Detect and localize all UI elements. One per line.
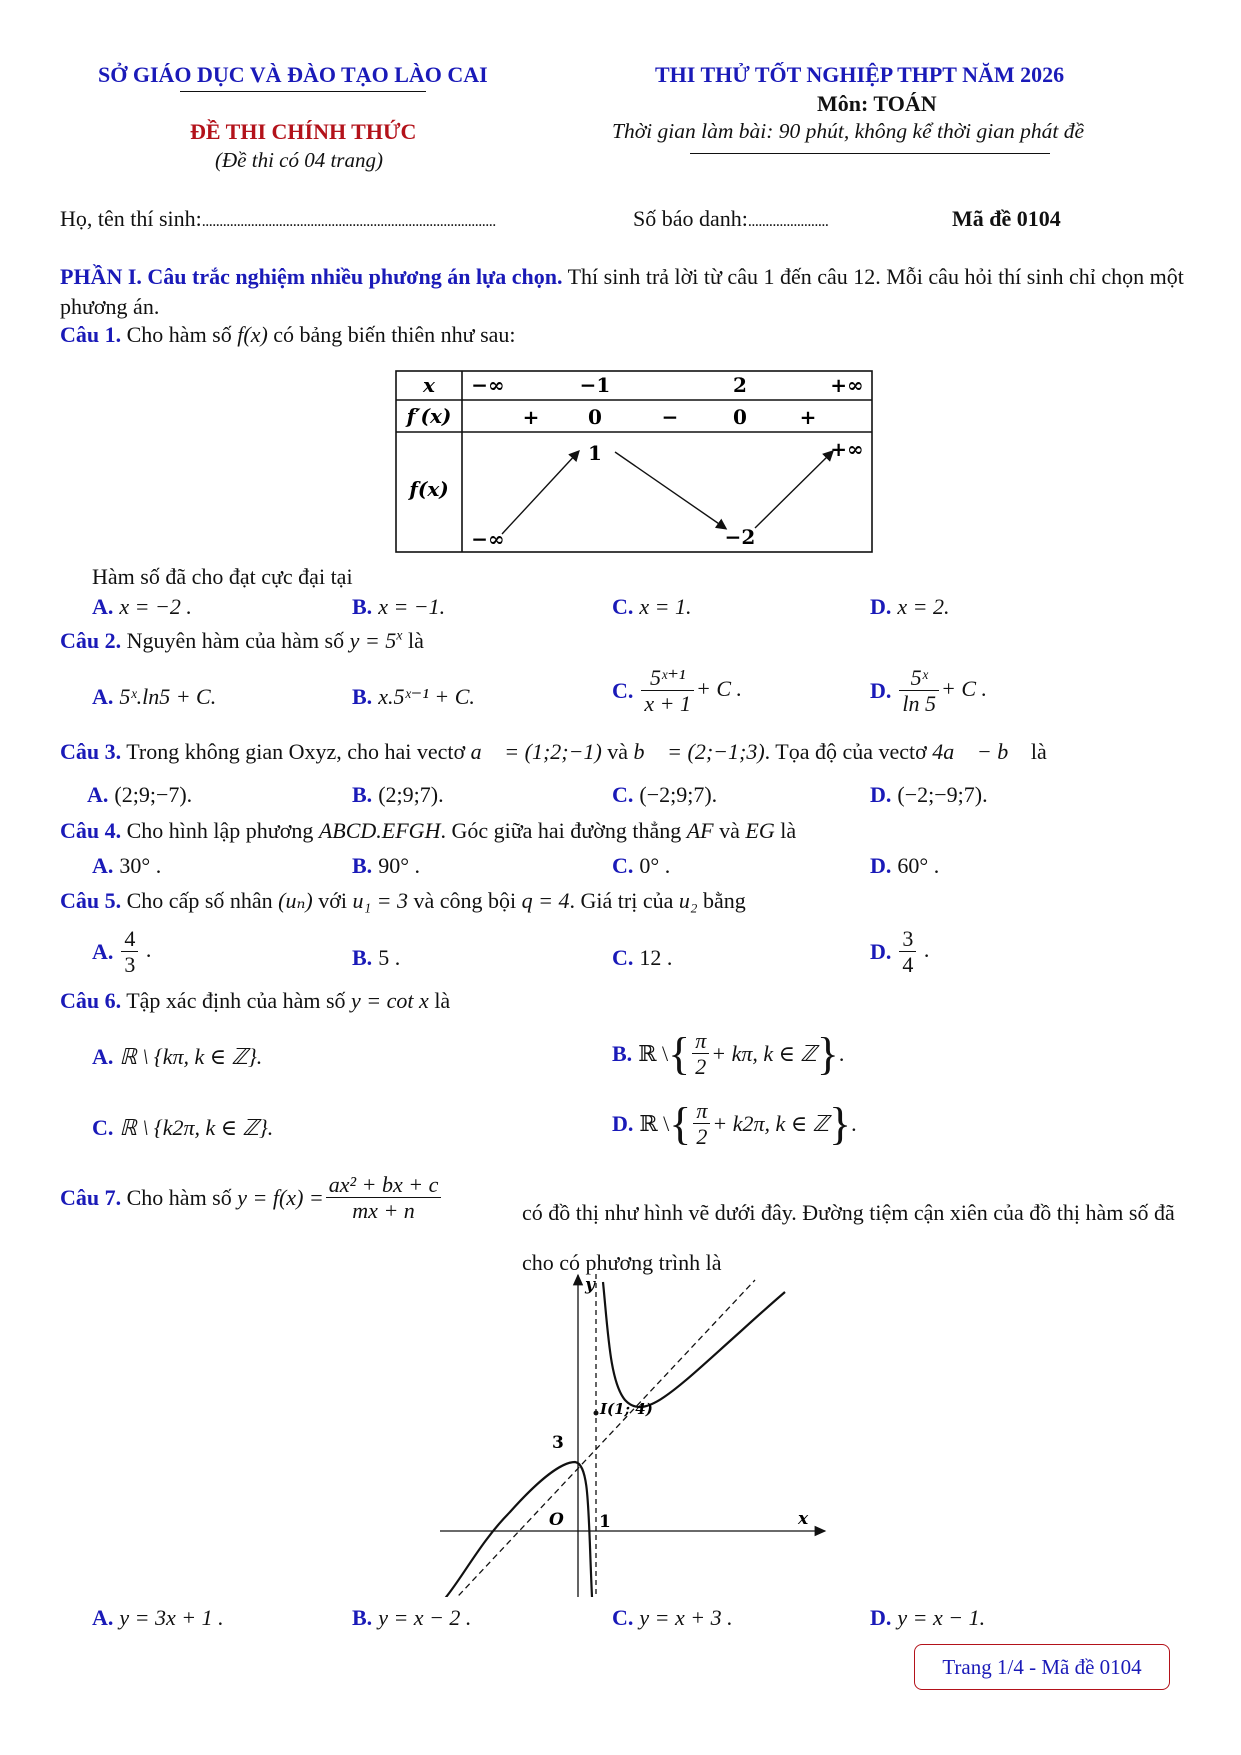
header-underline-left (180, 91, 426, 92)
table-sign-2: 0 (588, 405, 602, 429)
q2-option-a[interactable]: A. 5ˣ.ln5 + C. (92, 684, 217, 709)
q3-option-b[interactable]: B. (2;9;7). (352, 782, 444, 807)
q7-option-d[interactable]: D. y = x − 1. (870, 1605, 986, 1630)
q7-text-line2: có đồ thị như hình vẽ dưới đây. Đường tiệm cận xiên của đồ thị hàm số đã cho có phương trình là (522, 1200, 1175, 1275)
q2-option-b[interactable]: B. x.5ˣ⁻¹ + C. (352, 684, 475, 709)
oblique-asymptote (445, 1280, 755, 1602)
table-sign-5: + (799, 405, 817, 429)
header-pages: (Đề thi có 04 trang) (215, 148, 383, 172)
table-sign-3: − (661, 405, 679, 429)
q6-option-a[interactable]: A. ℝ \ {kπ, k ∈ ℤ}. (92, 1044, 263, 1069)
curve-left-branch (442, 1462, 592, 1602)
header-time: Thời gian làm bài: 90 phút, không kể thời gian phát đề (612, 119, 1085, 143)
point-i-label: I(1; 4) (600, 1400, 653, 1418)
table-x-pos-inf: +∞ (830, 373, 864, 397)
candidate-name: Họ, tên thí sinh:.................................................................................... (60, 206, 496, 231)
header-underline-right (690, 153, 1050, 154)
table-x-minus-one: −1 (579, 373, 611, 397)
q6-option-c[interactable]: C. ℝ \ {k2π, k ∈ ℤ}. (92, 1115, 274, 1140)
table-arrow-up-2 (755, 452, 832, 528)
q7-option-b[interactable]: B. y = x − 2 . (352, 1605, 472, 1630)
x-axis-label: x (798, 1509, 809, 1529)
q2-text: Câu 2. Nguyên hàm của hàm số $y = 5^x$ là (60, 628, 424, 653)
q4-text: Câu 4. Cho hình lập phương ABCD.EFGH. Góc giữa hai đường thẳng AF và EG là (60, 818, 797, 843)
q5-option-c[interactable]: C. 12 . (612, 945, 673, 970)
candidate-sbd: Số báo danh:....................... (633, 206, 829, 231)
q3-option-a[interactable]: A. (2;9;−7). (87, 782, 193, 807)
table-f-min: −2 (724, 525, 756, 549)
table-f-max: 1 (588, 441, 602, 465)
y-axis-label: y (585, 1275, 595, 1295)
origin-label: O (549, 1510, 564, 1530)
table-x-two: 2 (733, 373, 747, 397)
q6-text: Câu 6. Tập xác định của hàm số y = cot x là (60, 988, 451, 1013)
q6-option-d[interactable]: D. ℝ \{ $\frac{\pi}{2}$ + k2π, k ∈ ℤ}. (612, 1097, 857, 1150)
q3-text: Câu 3. Trong không gian Oxyz, cho hai vectơ a⃗ = (1;2;−1) và b⃗ = (2;−1;3). Tọa độ của vectơ 4a⃗ − b⃗ là (60, 739, 1047, 764)
q4-option-b[interactable]: B. 90° . (352, 853, 420, 878)
q5-text: Câu 5. Cho cấp số nhân (uₙ) với u₁ = 3 và công bội q = 4. Giá trị của u₂ bằng (60, 888, 746, 913)
page-footer: Trang 1/4 - Mã đề 0104 (914, 1644, 1170, 1690)
table-sign-1: + (522, 405, 540, 429)
q1-option-a[interactable]: A. x = −2 . (92, 594, 192, 619)
header-subject: Môn: TOÁN (817, 91, 937, 116)
q4-option-a[interactable]: A. 30° . (92, 853, 162, 878)
q1-option-d[interactable]: D. x = 2. (870, 594, 950, 619)
table-f-pos-inf: +∞ (830, 437, 864, 461)
table-x-neg-inf: −∞ (471, 373, 505, 397)
table-f-neg-inf: −∞ (471, 527, 505, 551)
q3-option-d[interactable]: D. (−2;−9;7). (870, 782, 988, 807)
tick-x-1: 1 (599, 1512, 611, 1532)
q7-text-line1: Câu 7. Cho hàm số y = f(x) = $\frac{\text{ax² + bx + c}}{mx + n}$ (60, 1172, 443, 1224)
table-x-header: x (423, 373, 435, 397)
q1-prompt: Hàm số đã cho đạt cực đại tại (92, 564, 353, 589)
q4-option-d[interactable]: D. 60° . (870, 853, 940, 878)
q5-option-d[interactable]: D. $\frac{3}{4}$ . (870, 926, 930, 978)
q5-option-b[interactable]: B. 5 . (352, 945, 401, 970)
table-arrow-down (615, 452, 725, 528)
exam-code: Mã đề 0104 (952, 206, 1061, 231)
variation-table (390, 368, 876, 558)
q5-option-a[interactable]: A. $\frac{4}{3}$ . (92, 926, 152, 978)
q7-option-a[interactable]: A. y = 3x + 1 . (92, 1605, 224, 1630)
header-org: SỞ GIÁO DỤC VÀ ĐÀO TẠO LÀO CAI (98, 62, 488, 87)
q7-option-c[interactable]: C. y = x + 3 . (612, 1605, 733, 1630)
q1-text: Câu 1. Cho hàm số f(x) có bảng biến thiên như sau: (60, 322, 516, 347)
header-official: ĐỀ THI CHÍNH THỨC (190, 119, 417, 144)
q4-option-c[interactable]: C. 0° . (612, 853, 671, 878)
table-sign-4: 0 (733, 405, 747, 429)
tick-y-3: 3 (552, 1433, 564, 1453)
part1-heading: PHẦN I. Câu trắc nghiệm nhiều phương án lựa chọn. Thí sinh trả lời từ câu 1 đến câu 12. Mỗi câu hỏi thí sinh chỉ chọn một phương án. (60, 264, 1184, 319)
q1-option-c[interactable]: C. x = 1. (612, 594, 692, 619)
q1-option-b[interactable]: B. x = −1. (352, 594, 446, 619)
q2-option-c[interactable]: C. $\frac{\text{5ˣ⁺¹}}{x + 1}$ + C . (612, 665, 743, 717)
q6-option-b[interactable]: B. ℝ \{ $\frac{\pi}{2}$ + kπ, k ∈ ℤ}. (612, 1027, 845, 1080)
q3-option-c[interactable]: C. (−2;9;7). (612, 782, 718, 807)
table-fprime-header: f′(x) (406, 404, 452, 428)
table-arrow-up-1 (502, 452, 578, 534)
asymptote-graph (440, 1272, 840, 1602)
point-i (594, 1411, 599, 1416)
table-f-header: f(x) (409, 477, 449, 501)
q2-option-d[interactable]: D. $\frac{\text{5ˣ}}{\ln 5}$ + C . (870, 665, 988, 717)
header-exam-title: THI THỬ TỐT NGHIỆP THPT NĂM 2026 (655, 62, 1065, 87)
